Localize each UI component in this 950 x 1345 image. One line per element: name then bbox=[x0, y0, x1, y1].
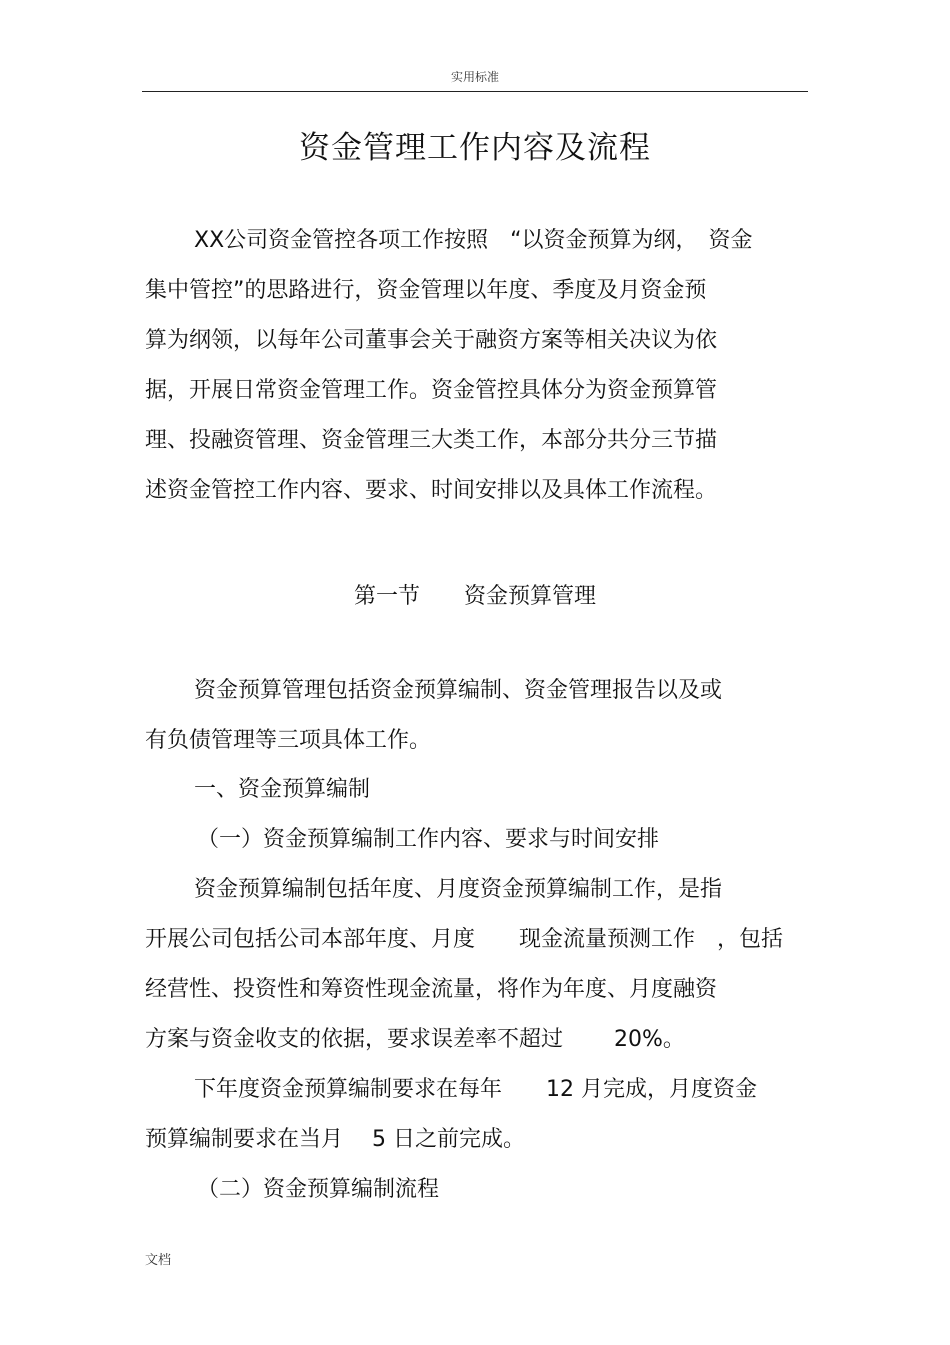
section-heading: 第一节 资金预算管理 bbox=[353, 584, 596, 609]
intro-line: XX公司资金管控各项工作按照 “以资金预算为纲， 资金 bbox=[194, 228, 753, 253]
header-divider bbox=[142, 91, 808, 92]
body-line: 预算编制要求在当月 5 日之前完成。 bbox=[145, 1127, 525, 1152]
body-line: 有负债管理等三项具体工作。 bbox=[145, 728, 432, 753]
body-line: 资金预算管理包括资金预算编制、资金管理报告以及或 bbox=[194, 678, 723, 703]
subheading-line: （一）资金预算编制工作内容、要求与时间安排 bbox=[197, 827, 660, 852]
intro-line: 算为纲领，以每年公司董事会关于融资方案等相关决议为依 bbox=[145, 328, 718, 353]
subheading-line: 一、资金预算编制 bbox=[194, 777, 371, 802]
page-footer: 文档 bbox=[145, 1253, 172, 1268]
body-line: 经营性、投资性和筹资性现金流量，将作为年度、月度融资 bbox=[145, 977, 718, 1002]
header-text: 实用标准 bbox=[450, 70, 499, 84]
body-line: 资金预算编制包括年度、月度资金预算编制工作，是指 bbox=[194, 877, 723, 902]
subheading-line: （二）资金预算编制流程 bbox=[197, 1177, 440, 1202]
body-line: 下年度资金预算编制要求在每年 12 月完成，月度资金 bbox=[194, 1077, 757, 1102]
intro-line: 述资金管控工作内容、要求、时间安排以及具体工作流程。 bbox=[145, 478, 718, 503]
intro-line: 据，开展日常资金管理工作。资金管控具体分为资金预算管 bbox=[145, 378, 718, 403]
body-line: 方案与资金收支的依据，要求误差率不超过 20%。 bbox=[145, 1027, 685, 1052]
body-line: 开展公司包括公司本部年度、月度 现金流量预测工作 ，包括 bbox=[145, 927, 784, 952]
intro-line: 集中管控”的思路进行，资金管理以年度、季度及月资金预 bbox=[145, 278, 707, 303]
document-title: 资金管理工作内容及流程 bbox=[299, 130, 651, 166]
intro-line: 理、投融资管理、资金管理三大类工作，本部分共分三节描 bbox=[145, 428, 718, 453]
